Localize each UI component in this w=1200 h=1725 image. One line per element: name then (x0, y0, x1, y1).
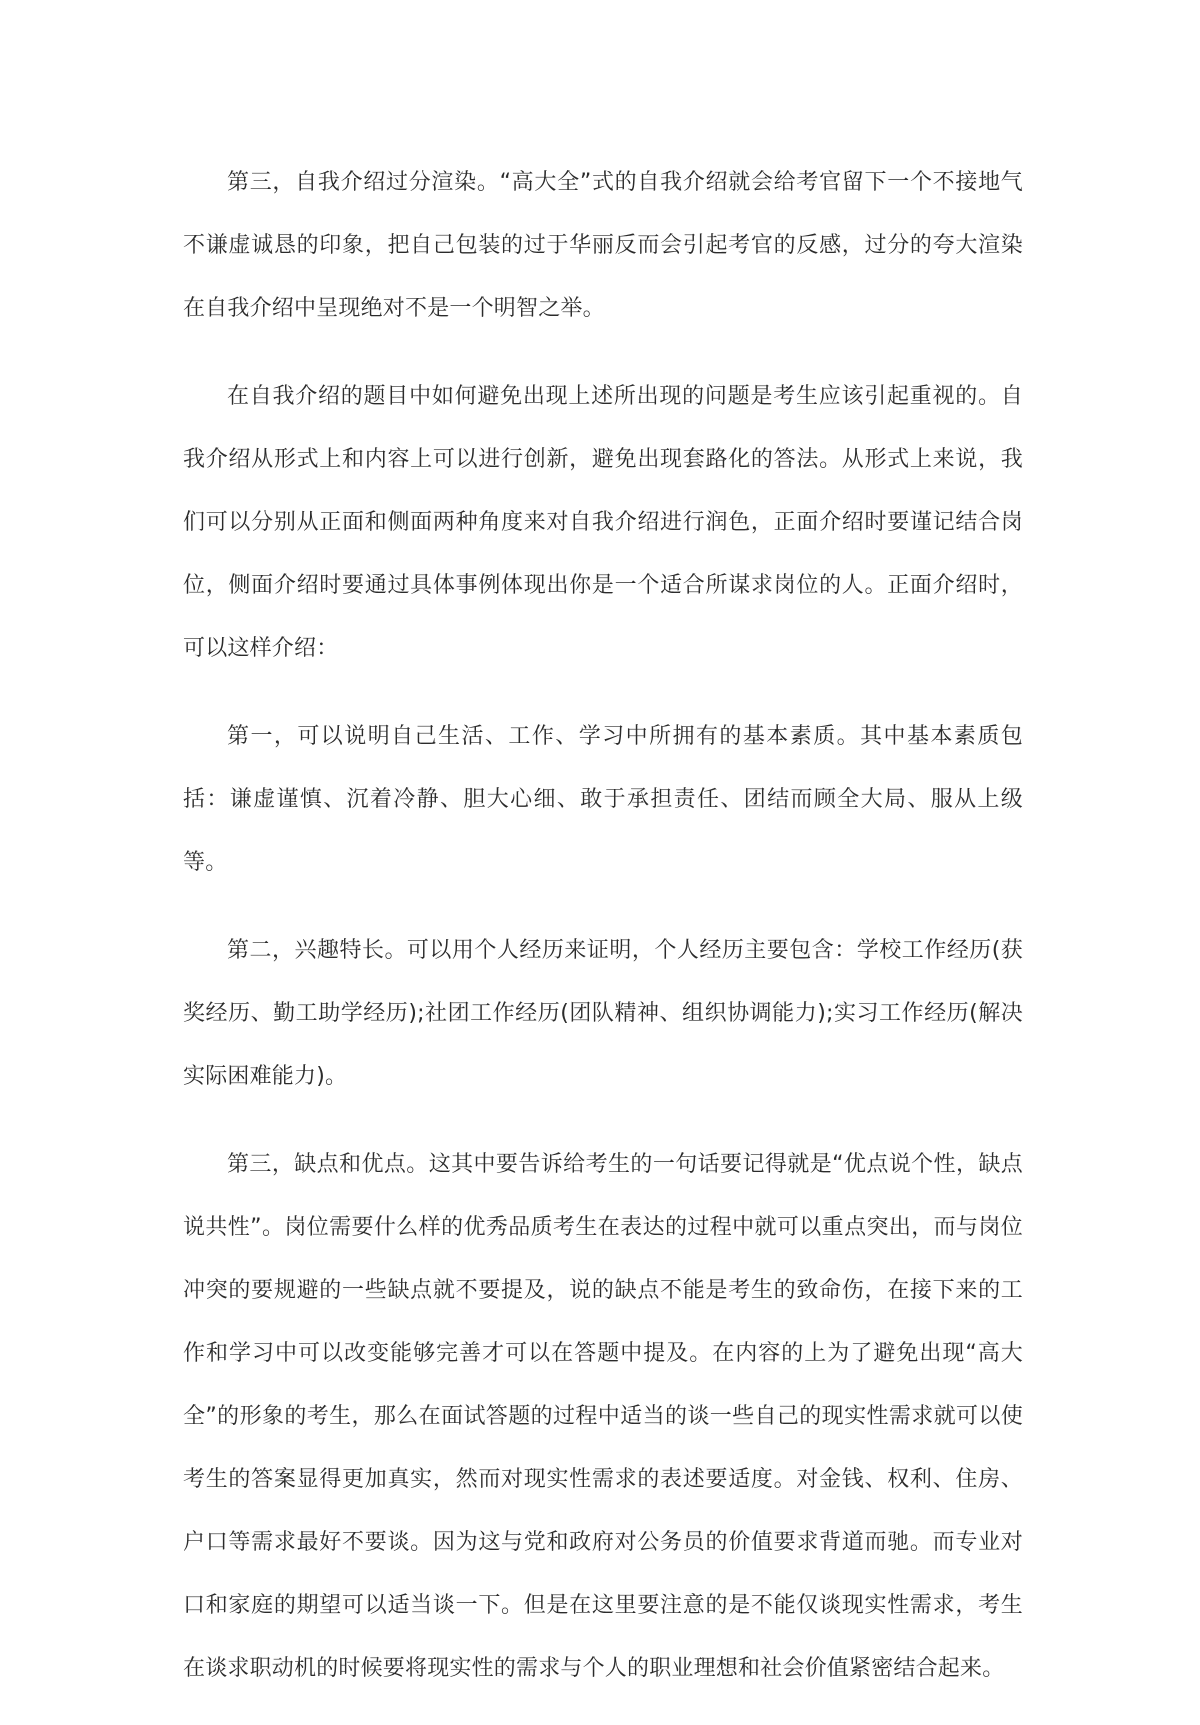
document-body (183, 151, 1023, 1725)
paragraph-strengths-weaknesses: 第三，缺点和优点。这其中要告诉给考生的一句话要记得就是“优点说个性，缺点说共性”。岗位需要什么样的优秀品质考生在表达的过程中就可以重点突出，而与岗位冲突的要规避的一些缺点就不要提及，说的缺点不能是考生的致命伤，在接下来的工作和学习中可以改变能够完善才可以在答题中提及。在内容的上为了避免出现“高大全”的形象的考生，那么在面试答题的过程中适当的谈一些自己的现实性需求就可以使考生的答案显得更加真实，然而对现实性需求的表述要适度。对金钱、权利、住房、户口等需求最好不要谈。因为这与党和政府对公务员的价值要求背道而驰。而专业对口和家庭的期望可以适当谈一下。但是在这里要注意的是不能仅谈现实性需求，考生在谈求职动机的时候要将现实性的需求与个人的职业理想和社会价值紧密结合起来。 (183, 1152, 1023, 1681)
paragraph-interests-skills: 第二，兴趣特长。可以用个人经历来证明，个人经历主要包含：学校工作经历(获奖经历、勤工助学经历);社团工作经历(团队精神、组织协调能力);实习工作经历(解决实际困难能力)。 (183, 938, 1023, 1089)
paragraph-self-intro-exaggeration: 第三，自我介绍过分渲染。“高大全”式的自我介绍就会给考官留下一个不接地气不谦虚诚恳的印象，把自己包装的过于华丽反而会引起考官的反感，过分的夸大渲染在自我介绍中呈现绝对不是一个明智之举。 (183, 170, 1023, 321)
paragraph-basic-qualities: 第一，可以说明自己生活、工作、学习中所拥有的基本素质。其中基本素质包括：谦虚谨慎、沉着冷静、胆大心细、敢于承担责任、团结而顾全大局、服从上级等。 (183, 724, 1023, 875)
paragraph-avoid-problems: 在自我介绍的题目中如何避免出现上述所出现的问题是考生应该引起重视的。自我介绍从形式上和内容上可以进行创新，避免出现套路化的答法。从形式上来说，我们可以分别从正面和侧面两种角度来对自我介绍进行润色，正面介绍时要谨记结合岗位，侧面介绍时要通过具体事例体现出你是一个适合所谋求岗位的人。正面介绍时，可以这样介绍： (183, 384, 1023, 661)
